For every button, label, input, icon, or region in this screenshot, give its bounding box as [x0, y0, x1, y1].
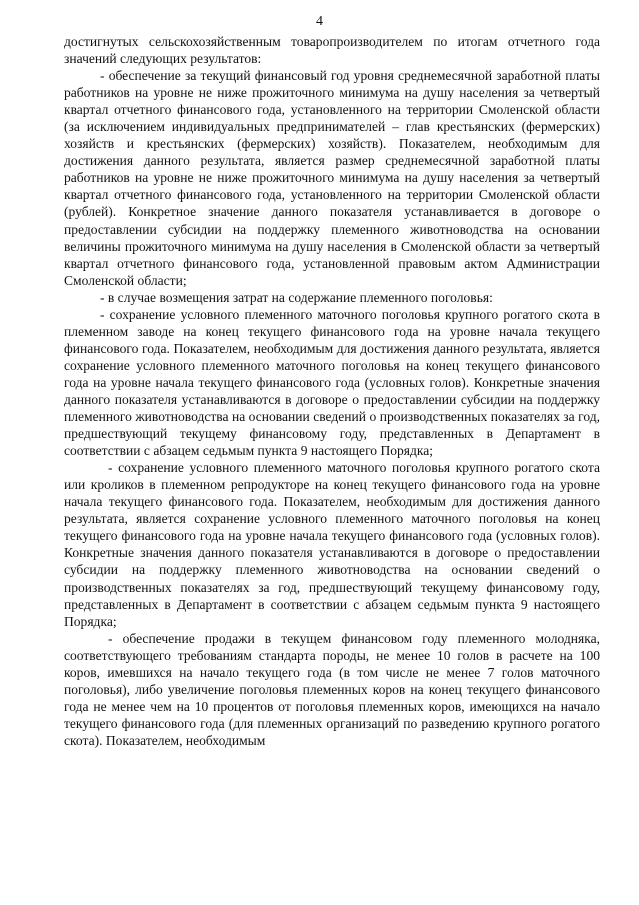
paragraph-breeding-stock-costs: - в случае возмещения затрат на содержание племенного поголовья: — [100, 289, 493, 305]
document-body — [64, 33, 600, 749]
paragraph-young-stock-sales: - обеспечение продажи в текущем финансовом году племенного молодняка, соответствующего требованиям стандарта породы, не менее 10 голов в расчете на 100 коров, имевшихся на начало текущего года (в том числе не менее 7 голов маточного поголовья), либо увеличение поголовья племенных коров на конец текущего финансового года не менее чем на 10 процентов от поголовья племенных коров, имеющихся на начало текущего финансового года (для племенных организаций по разведению крупного рогатого скота). Показателем, необходимым — [64, 630, 600, 748]
paragraph-salary-requirement: - обеспечение за текущий финансовый год уровня среднемесячной заработной платы работников на уровне не ниже прожиточного минимума на душу населения за четвертый квартал отчетного финансового года, установленного на территории Смоленской области (за исключением индивидуальных предпринимателей – глав крестьянских (фермерских) хозяйств и крестьянских (фермерских) хозяйств). Показателем, необходимым для достижения данного результата, является размер среднемесячной заработной платы работников на уровне не ниже прожиточного минимума на душу населения за четвертый квартал отчетного финансового года, установленного на территории Смоленской области (рублей). Конкретное значение данного показателя устанавливается в договоре о предоставлении субсидии на поддержку племенного животноводства на основании величины прожиточного минимума на душу населения в Смоленской области за четвертый квартал отчетного финансового года, установленной правовым актом Администрации Смоленской области; — [64, 68, 600, 288]
page-number: 4 — [316, 14, 323, 29]
paragraph-breeding-plant: - сохранение условного племенного маточного поголовья крупного рогатого скота в племенном заводе на конец текущего финансового года на уровне начала текущего финансового года. Показателем, необходимым для достижения данного результата, является сохранение условного племенного маточного поголовья на конец текущего финансового года на уровне начала текущего финансового года (условных голов). Конкретные значения данного показателя устанавливаются в договоре о предоставлении субсидии на поддержку племенного животноводства на основании сведений о производственных показателях за год, предшествующий текущему финансовому году, представленных в Департамент в соответствии с абзацем седьмым пункта 9 настоящего Порядка; — [64, 306, 600, 459]
paragraph-continuation: достигнутых сельскохозяйственным товаропроизводителем по итогам отчетного года значений следующих результатов: — [64, 34, 600, 67]
paragraph-breeding-reproducer: - сохранение условного племенного маточного поголовья крупного рогатого скота или кроликов в племенном репродукторе на конец текущего финансового года на уровне начала текущего финансового года. Показателем, необходимым для достижения данного результата, является сохранение условного племенного маточного поголовья на конец текущего финансового года на уровне начала текущего финансового года (условных голов). Конкретные значения данного показателя устанавливаются в договоре о предоставлении субсидии на поддержку племенного животноводства на основании сведений о производственных показателях за год, предшествующий текущему финансовому году, представленных в Департамент в соответствии с абзацем седьмым пункта 9 настоящего Порядка; — [64, 460, 600, 629]
